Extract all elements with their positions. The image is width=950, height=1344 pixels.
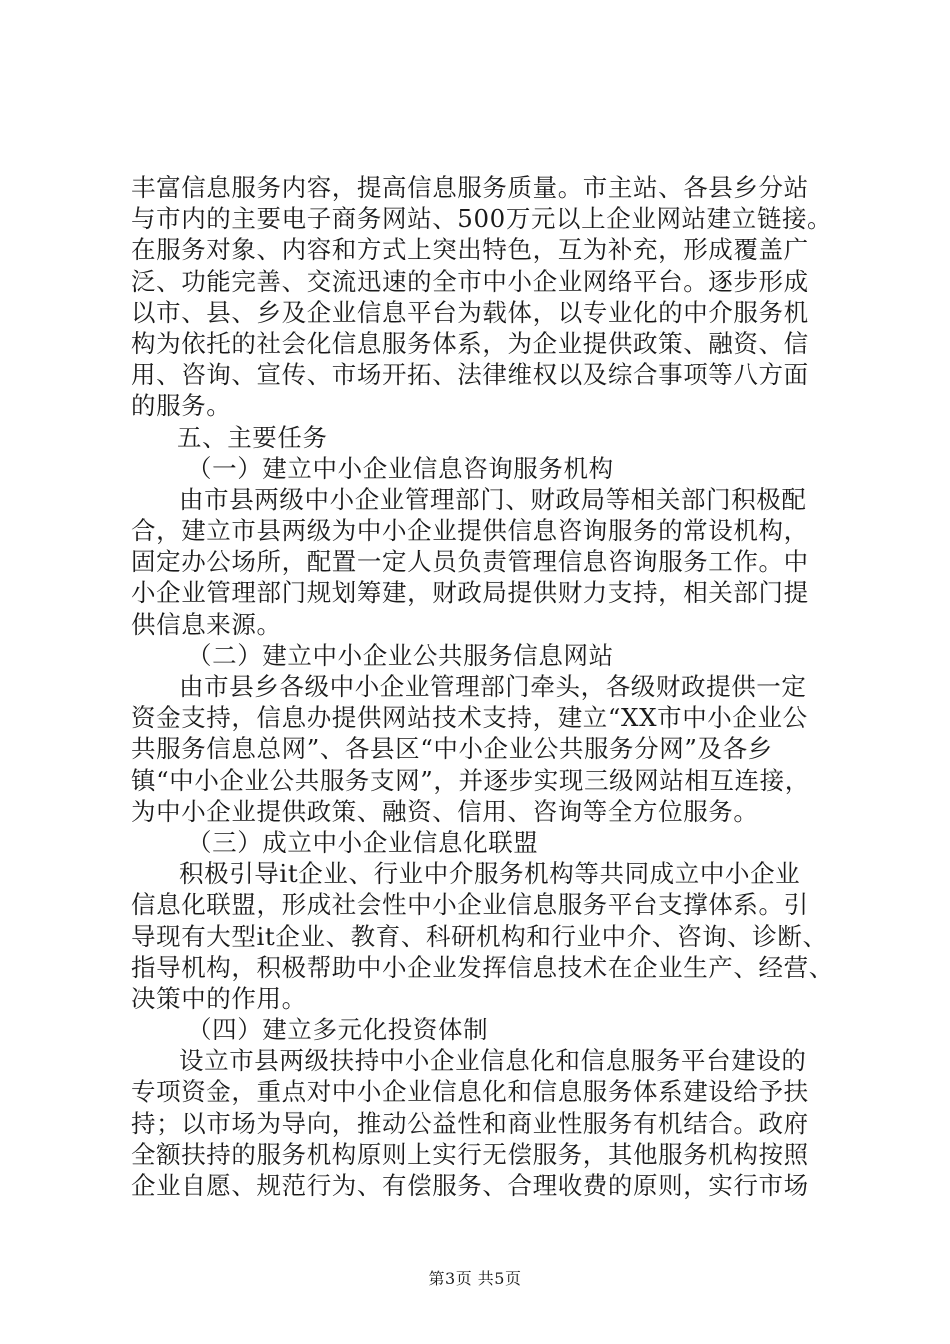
section-heading: 五、主要任务 [177, 422, 328, 452]
body-text-line: 共服务信息总网”、各县区“中小企业公共服务分网”及各乡 [131, 734, 773, 764]
body-text-line: 用、咨询、宣传、市场开拓、法律维权以及综合事项等八方面 [131, 360, 809, 390]
body-text-line: 小企业管理部门规划筹建，财政局提供财力支持，相关部门提 [131, 578, 809, 608]
body-text-line: 在服务对象、内容和方式上突出特色，互为补充，形成覆盖广 [131, 235, 809, 265]
body-text-line: 的服务。 [131, 391, 232, 421]
body-text-line: 为中小企业提供政策、融资、信用、咨询等全方位服务。 [131, 796, 759, 826]
body-text-line: 指导机构，积极帮助中小企业发挥信息技术在企业生产、经营、 [131, 952, 834, 982]
body-text-line: 设立市县两级扶持中小企业信息化和信息服务平台建设的 [179, 1046, 807, 1076]
body-text-line: 持；以市场为导向，推动公益性和商业性服务有机结合。政府 [131, 1108, 809, 1138]
body-text-line: 镇“中小企业公共服务支网”，并逐步实现三级网站相互连接， [131, 765, 810, 795]
body-text-line: 信息化联盟，形成社会性中小企业信息服务平台支撑体系。引 [131, 890, 809, 920]
subsection-heading: （一）建立中小企业信息咨询服务机构 [187, 453, 614, 483]
body-text-line: 与市内的主要电子商务网站、500万元以上企业网站建立链接。 [131, 204, 833, 234]
body-text-line: 合，建立市县两级为中小企业提供信息咨询服务的常设机构， [131, 516, 809, 546]
body-text-line: 丰富信息服务内容，提高信息服务质量。市主站、各县乡分站 [131, 173, 809, 202]
subsection-heading: （二）建立中小企业公共服务信息网站 [187, 640, 614, 670]
body-text-line: 以市、县、乡及企业信息平台为载体，以专业化的中介服务机 [131, 297, 809, 327]
body-text-line: 资金支持，信息办提供网站技术支持，建立“XX市中小企业公 [131, 703, 808, 733]
body-text-line: 全额扶持的服务机构原则上实行无偿服务，其他服务机构按照 [131, 1139, 809, 1169]
body-text-line: 导现有大型it企业、教育、科研机构和行业中介、咨询、诊断、 [131, 921, 828, 951]
body-text-line: 由市县乡各级中小企业管理部门牵头，各级财政提供一定 [179, 672, 807, 701]
body-text-line: 积极引导it企业、行业中介服务机构等共同成立中小企业 [179, 859, 801, 889]
body-text-line: 构为依托的社会化信息服务体系，为企业提供政策、融资、信 [131, 328, 809, 358]
body-text-line: 企业自愿、规范行为、有偿服务、合理收费的原则，实行市场 [131, 1171, 809, 1200]
document-body [131, 172, 851, 1201]
body-text-line: 泛、功能完善、交流迅速的全市中小企业网络平台。逐步形成 [131, 266, 809, 296]
body-text-line: 供信息来源。 [131, 609, 282, 639]
body-text-line: 专项资金，重点对中小企业信息化和信息服务体系建设给予扶 [131, 1077, 809, 1107]
subsection-heading: （三）成立中小企业信息化联盟 [187, 827, 539, 857]
subsection-heading: （四）建立多元化投资体制 [187, 1015, 489, 1045]
page-number-footer: 第3页 共5页 [428, 1269, 522, 1288]
body-text-line: 决策中的作用。 [131, 983, 307, 1013]
body-text-line: 固定办公场所，配置一定人员负责管理信息咨询服务工作。中 [131, 547, 809, 577]
body-text-line: 由市县两级中小企业管理部门、财政局等相关部门积极配 [179, 484, 807, 514]
